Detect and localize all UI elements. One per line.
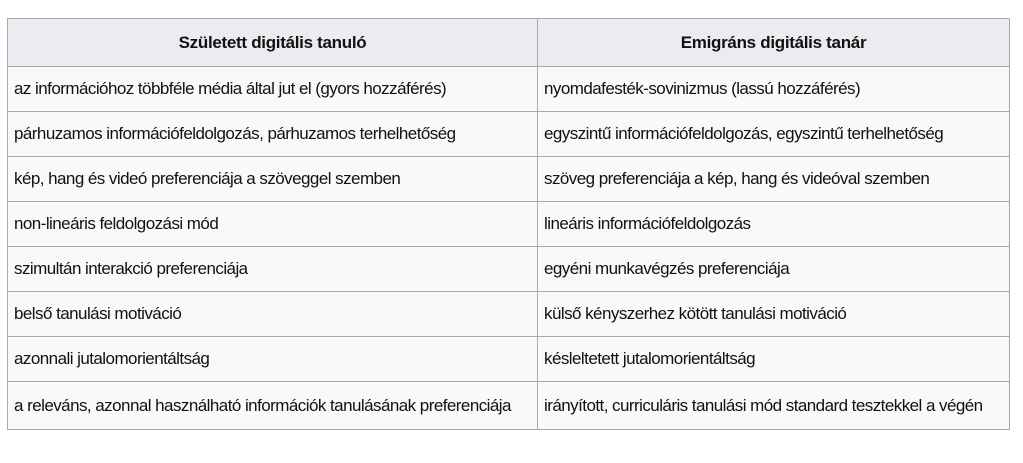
table-cell-learner: non-lineáris feldolgozási mód: [8, 202, 538, 247]
table-cell-teacher: szöveg preferenciája a kép, hang és videóval szemben: [538, 157, 1010, 202]
table-cell-teacher: nyomdafesték-sovinizmus (lassú hozzáférés): [538, 67, 1010, 112]
table-cell-learner: az információhoz többféle média által jut el (gyors hozzáférés): [8, 67, 538, 112]
comparison-table-container: [7, 18, 1009, 430]
table-cell-teacher: egyszintű információfeldolgozás, egyszintű terhelhetőség: [538, 112, 1010, 157]
column-header-digital-native-learner: Született digitális tanuló: [8, 19, 538, 67]
comparison-table: [7, 18, 1010, 430]
table-cell-learner: szimultán interakció preferenciája: [8, 247, 538, 292]
table-cell-teacher: egyéni munkavégzés preferenciája: [538, 247, 1010, 292]
table-cell-teacher: lineáris információfeldolgozás: [538, 202, 1010, 247]
table-row: [8, 157, 1010, 202]
table-cell-teacher: külső kényszerhez kötött tanulási motiváció: [538, 292, 1010, 337]
table-row: [8, 112, 1010, 157]
table-cell-learner: belső tanulási motiváció: [8, 292, 538, 337]
header-row: [8, 19, 1010, 67]
table-row: [8, 202, 1010, 247]
table-cell-learner: azonnali jutalomorientáltság: [8, 337, 538, 382]
column-header-digital-immigrant-teacher: Emigráns digitális tanár: [538, 19, 1010, 67]
table-row: [8, 292, 1010, 337]
table-row: [8, 337, 1010, 382]
table-row: [8, 382, 1010, 430]
table-row: [8, 67, 1010, 112]
table-cell-teacher: irányított, curriculáris tanulási mód standard tesztekkel a végén: [538, 382, 1010, 430]
table-row: [8, 247, 1010, 292]
table-cell-learner: kép, hang és videó preferenciája a szöveggel szemben: [8, 157, 538, 202]
table-cell-learner: a releváns, azonnal használható információk tanulásának preferenciája: [8, 382, 538, 430]
table-cell-learner: párhuzamos információfeldolgozás, párhuzamos terhelhetőség: [8, 112, 538, 157]
table-cell-teacher: késleltetett jutalomorientáltság: [538, 337, 1010, 382]
